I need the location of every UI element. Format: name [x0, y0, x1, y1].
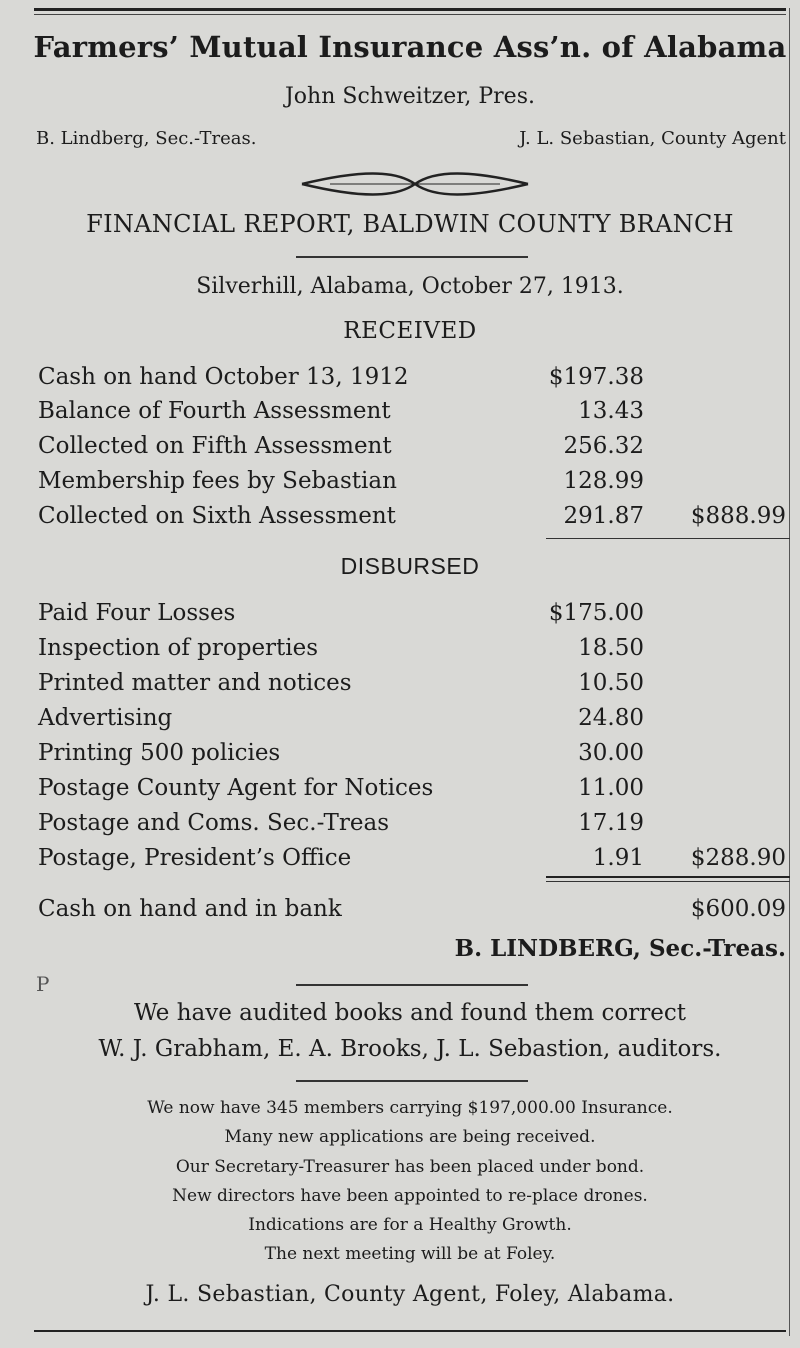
top-border-rule: [34, 8, 786, 11]
ledger-amount: 17.19: [578, 810, 644, 836]
ledger-row: [38, 740, 790, 776]
ledger-row: [38, 398, 790, 434]
received-heading: RECEIVED: [343, 318, 477, 344]
secretary-name: B. Lindberg, Sec.-Treas.: [36, 128, 257, 149]
ledger-amount: 291.87: [563, 503, 644, 529]
ledger-label: Inspection of properties: [38, 635, 319, 661]
ledger-amount: 1.91: [592, 845, 644, 871]
note-line: New directors have been appointed to re-place drones.: [172, 1186, 648, 1206]
ledger-label: Paid Four Losses: [38, 600, 236, 626]
top-border-rule-thin: [34, 14, 786, 15]
bottom-border-rule: [34, 1330, 786, 1332]
ledger-amount: 10.50: [578, 670, 644, 696]
note-line: The next meeting will be at Foley.: [264, 1244, 556, 1264]
ledger-row: [38, 433, 790, 469]
ledger-label: Printing 500 policies: [38, 740, 281, 766]
closing-signature: J. L. Sebastian, County Agent, Foley, Alabama.: [145, 1282, 675, 1307]
disbursed-total: $288.90: [690, 845, 786, 871]
ledger-label: Printed matter and notices: [38, 670, 352, 696]
ledger-label: Collected on Fifth Assessment: [38, 433, 392, 459]
ledger-row: [38, 670, 790, 706]
ledger-amount: 11.00: [578, 775, 644, 801]
balance-row: [38, 896, 790, 932]
ledger-amount: 24.80: [578, 705, 644, 731]
ledger-row: [38, 705, 790, 741]
balance-total: $600.09: [690, 896, 786, 922]
disbursed-sum-rule-thin: [546, 881, 790, 882]
ledger-label: Postage County Agent for Notices: [38, 775, 434, 801]
disbursed-heading: DISBURSED: [340, 553, 480, 579]
balance-label: Cash on hand and in bank: [38, 896, 342, 922]
ledger-row: [38, 468, 790, 504]
disbursed-sum-rule: [546, 876, 790, 878]
ledger-amount: 30.00: [578, 740, 644, 766]
ledger-label: Balance of Fourth Assessment: [38, 398, 391, 424]
note-line: Our Secretary-Treasurer has been placed under bond.: [175, 1157, 645, 1177]
ledger-row: [38, 775, 790, 811]
section-rule: [296, 984, 528, 986]
ledger-label: Postage, President’s Office: [38, 845, 352, 871]
ledger-label: Postage and Coms. Sec.-Treas: [38, 810, 390, 836]
place-date: Silverhill, Alabama, October 27, 1913.: [196, 274, 624, 299]
audit-statement: We have audited books and found them correct: [134, 1000, 686, 1026]
treasurer-signature: B. LINDBERG, Sec.-Treas.: [454, 935, 786, 962]
ledger-amount: 128.99: [563, 468, 644, 494]
ledger-label: Collected on Sixth Assessment: [38, 503, 396, 529]
ledger-amount: 18.50: [578, 635, 644, 661]
received-total: $888.99: [690, 503, 786, 529]
ledger-amount: 13.43: [578, 398, 644, 424]
ledger-label: Advertising: [38, 705, 173, 731]
section-rule: [296, 1080, 528, 1082]
ledger-label: Cash on hand October 13, 1912: [38, 364, 409, 390]
ledger-amount: $197.38: [548, 364, 644, 390]
note-line: Indications are for a Healthy Growth.: [248, 1215, 572, 1235]
title-underline: [296, 256, 528, 258]
ledger-row: [38, 635, 790, 671]
report-title: FINANCIAL REPORT, BALDWIN COUNTY BRANCH: [86, 210, 734, 238]
ledger-row: [38, 503, 790, 539]
ornament-divider-icon: [300, 168, 530, 200]
officers-line: [36, 128, 786, 149]
ledger-row: [38, 600, 790, 636]
received-sum-rule: [546, 538, 790, 539]
ledger-amount: 256.32: [563, 433, 644, 459]
stamp-mark: P: [36, 972, 50, 996]
county-agent-name: J. L. Sebastian, County Agent: [519, 128, 786, 149]
ledger-row: [38, 364, 790, 400]
ledger-row: [38, 810, 790, 846]
ledger-amount: $175.00: [548, 600, 644, 626]
association-title: Farmers’ Mutual Insurance Ass’n. of Alabama: [33, 30, 787, 64]
ledger-label: Membership fees by Sebastian: [38, 468, 397, 494]
note-line: Many new applications are being received.: [224, 1127, 596, 1147]
note-line: We now have 345 members carrying $197,000.00 Insurance.: [147, 1098, 673, 1118]
president-line: John Schweitzer, Pres.: [284, 84, 535, 109]
auditors-line: W. J. Grabham, E. A. Brooks, J. L. Sebastion, auditors.: [98, 1036, 722, 1062]
